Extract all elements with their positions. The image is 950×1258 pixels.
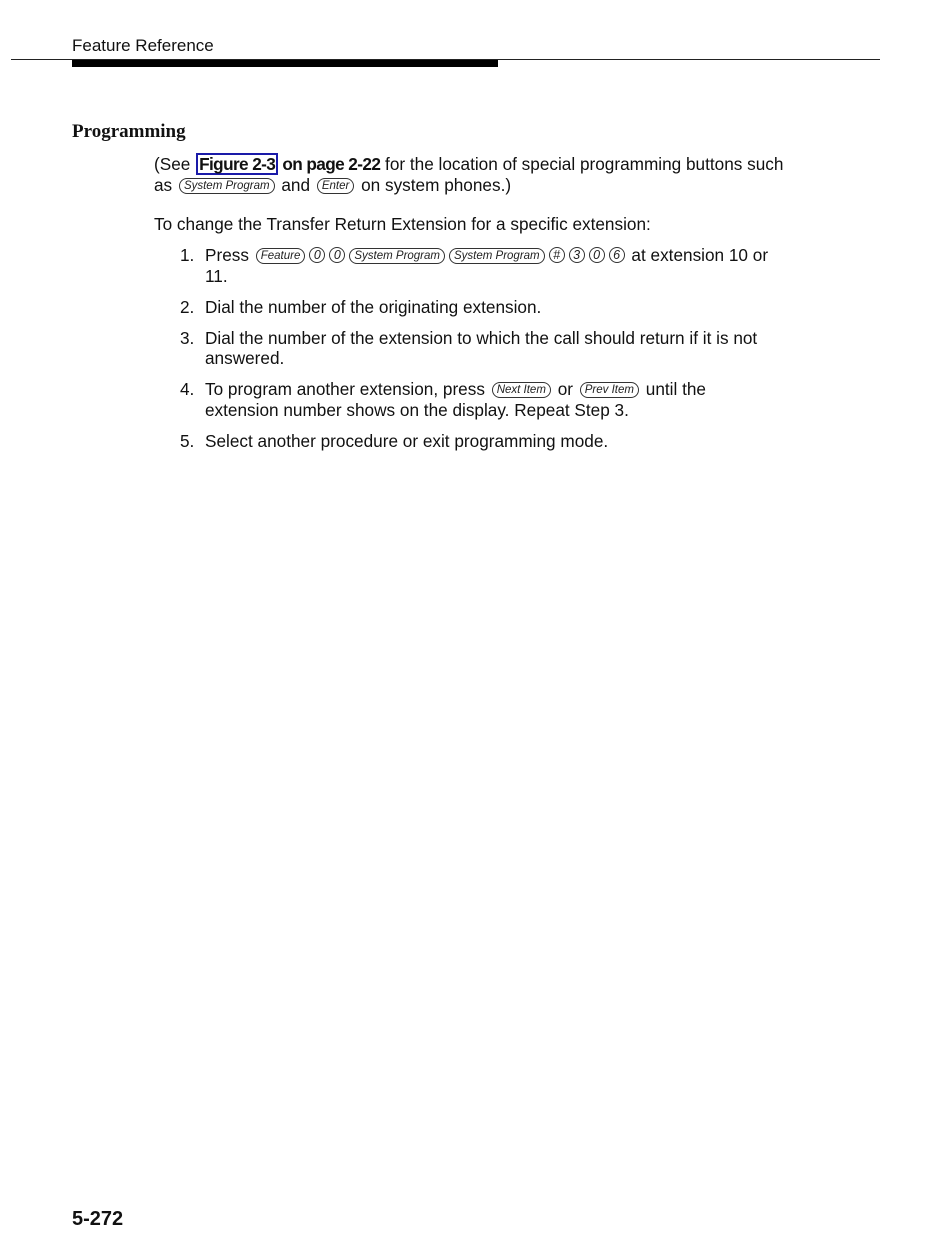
page-reference: on page 2-22 xyxy=(278,154,381,174)
intro-and: and xyxy=(276,175,315,195)
intro-paragraph xyxy=(154,153,784,196)
procedure-steps xyxy=(154,245,784,462)
step-5 xyxy=(154,431,784,452)
next-item-key-icon: Next Item xyxy=(492,382,551,398)
section-heading: Programming xyxy=(72,121,186,142)
step-text: Select another procedure or exit programming mode. xyxy=(205,430,609,451)
running-header: Feature Reference xyxy=(72,36,214,55)
page-number: 5-272 xyxy=(72,1208,124,1230)
lead-paragraph: To change the Transfer Return Extension for a specific extension: xyxy=(154,214,651,234)
step-2 xyxy=(154,297,784,318)
system-program-key-icon: System Program xyxy=(349,248,445,264)
step-text: until the extension number shows on the display. Repeat Step 3. xyxy=(205,379,706,420)
step-text: Dial the number of the extension to which the call should return if it is not answered. xyxy=(205,327,758,368)
step-text: To program another extension, press xyxy=(205,379,490,399)
prev-item-key-icon: Prev Item xyxy=(580,382,639,398)
step-3 xyxy=(154,328,784,369)
step-text: Press xyxy=(205,245,254,265)
step-number: 4. xyxy=(180,379,195,399)
step-number: 2. xyxy=(180,296,195,317)
step-1 xyxy=(154,245,784,286)
step-number: 1. xyxy=(180,245,195,265)
figure-cross-reference[interactable] xyxy=(195,154,380,174)
step-number: 5. xyxy=(180,430,195,451)
step-number: 3. xyxy=(180,327,195,348)
pound-key-icon: # xyxy=(549,247,565,263)
intro-suffix: on system phones.) xyxy=(356,175,512,195)
system-program-key-icon: System Program xyxy=(179,178,275,194)
step-text: at extension 10 or 11. xyxy=(205,245,769,286)
digit-0-key-icon: 0 xyxy=(589,247,605,263)
enter-key-icon: Enter xyxy=(317,178,355,194)
intro-middle: for the location of special programming buttons such as xyxy=(154,154,784,195)
step-4 xyxy=(154,379,784,420)
digit-0-key-icon: 0 xyxy=(309,247,325,263)
step-text: Dial the number of the originating extension. xyxy=(205,296,542,317)
step-text: or xyxy=(552,379,578,399)
system-program-key-icon: System Program xyxy=(449,248,545,264)
digit-3-key-icon: 3 xyxy=(569,247,585,263)
header-rule-bar xyxy=(72,60,498,67)
digit-6-key-icon: 6 xyxy=(609,247,625,263)
digit-0-key-icon: 0 xyxy=(329,247,345,263)
intro-prefix: (See xyxy=(154,154,196,174)
figure-link[interactable]: Figure 2-3 xyxy=(196,153,278,175)
feature-key-icon: Feature xyxy=(256,248,306,264)
